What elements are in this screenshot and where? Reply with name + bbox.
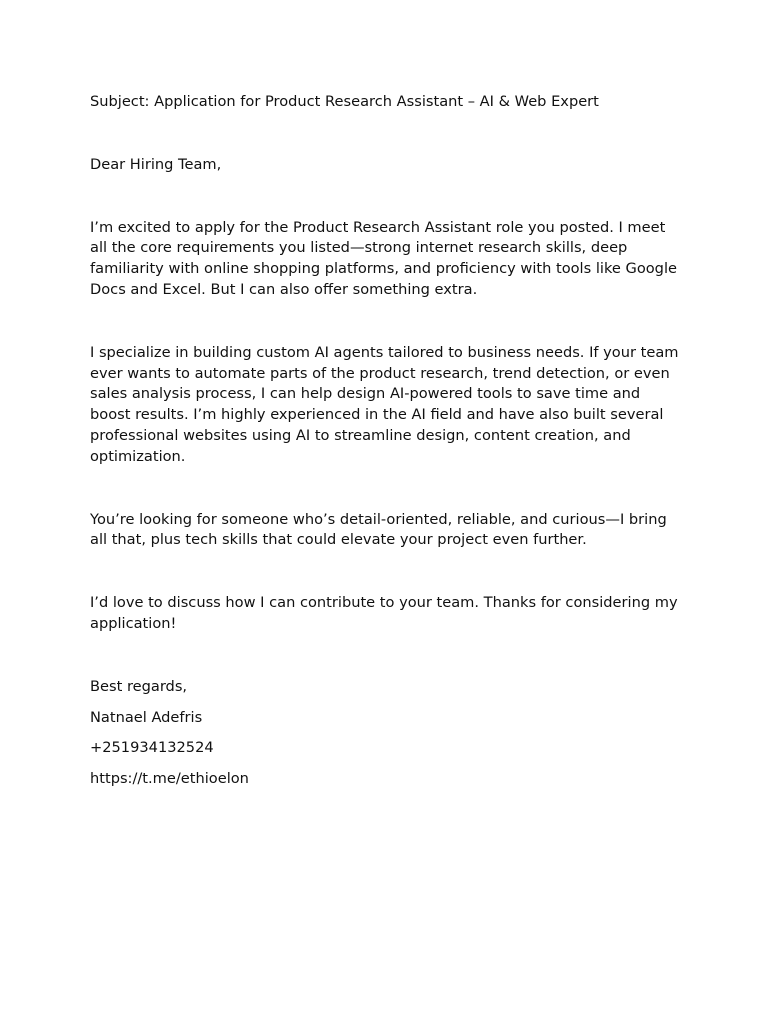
subject-line: Subject: Application for Product Research Assistant – AI & Web Expert	[90, 93, 599, 110]
cover-letter	[90, 92, 680, 790]
phone-number: +251934132524	[90, 739, 214, 757]
paragraph-closing: I’d love to discuss how I can contribute to your team. Thanks for considering my application!	[90, 594, 678, 632]
paragraph-ai-skills: I specialize in building custom AI agents tailored to business needs. If your team ever wants to automate parts of the product research, trend detection, or even sales analysis process, I can help design AI-powered tools to save time and boost results. I’m highly experienced in the AI field and have also built several professional websites using AI to streamline design, content creation, and optimization.	[90, 343, 679, 465]
closing-phrase: Best regards,	[90, 677, 188, 695]
paragraph-qualities: You’re looking for someone who’s detail-oriented, reliable, and curious—I bring all that, plus tech skills that could elevate your project even further.	[90, 510, 667, 549]
paragraph-intro: I’m excited to apply for the Product Research Assistant role you posted. I meet all the core requirements you listed—strong internet research skills, deep familiarity with online shopping platforms, and proficiency with tools like Google Docs and Excel. But I can also offer something extra.	[90, 218, 677, 298]
telegram-link[interactable]: https://t.me/ethioelon	[90, 770, 249, 788]
salutation: Dear Hiring Team,	[90, 155, 222, 173]
signature-name: Natnael Adefris	[90, 708, 203, 726]
